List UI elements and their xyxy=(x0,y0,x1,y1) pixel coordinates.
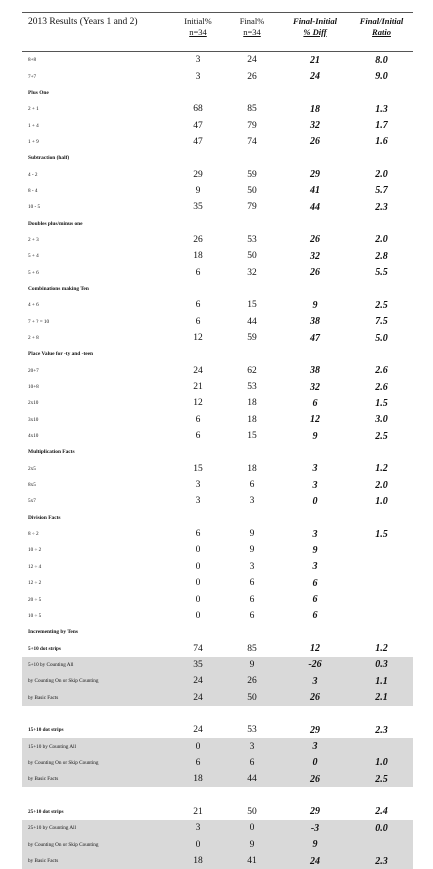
percent-difference: 9 xyxy=(312,544,318,556)
initial-percent: 6 xyxy=(195,267,201,278)
final-initial-ratio: 1.5 xyxy=(375,397,388,409)
table-row xyxy=(22,199,413,215)
row-label: by Basic Facts xyxy=(22,771,172,787)
final-percent: 53 xyxy=(247,382,257,393)
row-label: by Counting On or Skip Counting xyxy=(22,837,172,853)
table-row xyxy=(22,755,413,771)
initial-percent: 6 xyxy=(195,414,201,425)
final-percent: 9 xyxy=(249,545,255,556)
percent-difference: 26 xyxy=(310,234,320,246)
final-initial-ratio xyxy=(350,591,413,607)
percent-difference: 9 xyxy=(312,299,318,311)
percent-difference: 12 xyxy=(310,414,320,426)
final-percent: 26 xyxy=(224,673,280,689)
final-initial-ratio: 2.3 xyxy=(350,853,413,869)
initial-percent: 24 xyxy=(172,689,224,705)
initial-percent: 3 xyxy=(195,71,201,82)
percent-difference: 3 xyxy=(312,463,318,475)
percent-difference: 6 xyxy=(312,594,318,606)
initial-percent: 0 xyxy=(195,561,201,572)
initial-percent: 6 xyxy=(195,300,201,311)
table-row xyxy=(22,166,413,182)
results-document xyxy=(22,12,413,869)
percent-difference: 9 xyxy=(312,430,318,442)
table-title: 2013 Results (Years 1 and 2) xyxy=(28,17,138,27)
percent-difference: 29 xyxy=(310,806,320,818)
final-percent: 59 xyxy=(247,333,257,344)
initial-percent: 0 xyxy=(195,610,201,621)
initial-percent: 0 xyxy=(172,837,224,853)
final-percent: 50 xyxy=(247,806,257,817)
percent-difference: 38 xyxy=(310,316,320,328)
section-title: Place Value for -ty and -teen xyxy=(28,351,94,358)
final-percent: 26 xyxy=(247,71,257,82)
table-row xyxy=(22,68,413,84)
initial-percent: 3 xyxy=(195,480,201,491)
final-percent: 9 xyxy=(224,657,280,673)
row-label: 4 + 6 xyxy=(28,302,39,309)
initial-percent: 24 xyxy=(193,725,203,736)
final-initial-ratio: 2.5 xyxy=(350,771,413,787)
final-initial-ratio: 3.0 xyxy=(375,414,388,426)
table-row xyxy=(22,608,413,624)
table-row xyxy=(22,412,413,428)
initial-percent: 0 xyxy=(172,738,224,754)
final-initial-ratio: 1.6 xyxy=(375,136,388,148)
initial-column-header: Initial% n=34 xyxy=(184,16,212,37)
table-header xyxy=(22,12,413,52)
initial-percent: 24 xyxy=(172,673,224,689)
final-initial-ratio: 5.5 xyxy=(375,267,388,279)
final-percent: 53 xyxy=(247,234,257,245)
final-percent: 6 xyxy=(249,594,255,605)
table-row xyxy=(22,542,413,558)
row-label: 10 - 5 xyxy=(28,204,41,211)
table-row xyxy=(22,232,413,248)
row-label: 8 - 4 xyxy=(28,187,38,194)
row-label: 10 ÷ 2 xyxy=(28,547,42,554)
row-label: by Counting On or Skip Counting xyxy=(22,755,172,771)
table-row xyxy=(22,559,413,575)
final-initial-ratio: 2.0 xyxy=(375,169,388,181)
initial-percent: 6 xyxy=(195,431,201,442)
table-row xyxy=(22,526,413,542)
final-initial-ratio: 1.2 xyxy=(375,643,388,655)
table-row xyxy=(22,771,413,787)
initial-percent: 21 xyxy=(193,382,203,393)
row-label: 7+7 xyxy=(28,73,37,80)
row-label: 10+8 xyxy=(28,384,39,391)
final-percent: 62 xyxy=(247,365,257,376)
percent-difference: 3 xyxy=(280,673,350,689)
final-percent: 79 xyxy=(247,202,257,213)
table-row xyxy=(22,183,413,199)
final-initial-ratio xyxy=(350,559,413,575)
percent-difference: 0 xyxy=(280,755,350,771)
final-initial-ratio: 2.6 xyxy=(375,381,388,393)
row-label: 5 + 4 xyxy=(28,253,39,260)
table-row xyxy=(22,591,413,607)
row-label: 2 + 8 xyxy=(28,335,39,342)
final-percent: 24 xyxy=(247,55,257,66)
final-initial-ratio: 2.4 xyxy=(375,806,388,818)
table-row xyxy=(22,248,413,264)
initial-percent: 6 xyxy=(172,755,224,771)
percent-difference: 44 xyxy=(310,201,320,213)
row-label: 2x10 xyxy=(28,400,39,407)
final-percent: 0 xyxy=(224,820,280,836)
section-header-row xyxy=(22,85,413,101)
initial-percent: 0 xyxy=(195,578,201,589)
final-initial-ratio: 1.2 xyxy=(375,463,388,475)
percent-difference: 6 xyxy=(312,577,318,589)
table-row xyxy=(22,461,413,477)
table-row xyxy=(22,477,413,493)
row-label: 10 ÷ 5 xyxy=(28,612,42,619)
final-initial-ratio: 2.5 xyxy=(375,299,388,311)
final-initial-ratio: 1.0 xyxy=(350,755,413,771)
table-row xyxy=(22,52,413,68)
section-title: Doubles plus/minus one xyxy=(28,220,83,227)
final-initial-ratio xyxy=(350,837,413,853)
section-header-row xyxy=(22,624,413,640)
row-label: 20+7 xyxy=(28,367,39,374)
row-label: 12 ÷ 4 xyxy=(28,563,42,570)
initial-percent: 6 xyxy=(195,316,201,327)
initial-percent: 35 xyxy=(172,657,224,673)
final-percent: 15 xyxy=(247,431,257,442)
final-percent: 3 xyxy=(249,496,255,507)
final-percent: 50 xyxy=(247,185,257,196)
table-row xyxy=(22,837,413,853)
final-percent: 44 xyxy=(247,316,257,327)
initial-percent: 21 xyxy=(193,806,203,817)
percent-difference: -26 xyxy=(280,657,350,673)
initial-percent: 6 xyxy=(195,529,201,540)
section-title: Combinations making Ten xyxy=(28,285,89,292)
final-initial-ratio: 8.0 xyxy=(375,54,388,66)
table-row xyxy=(22,395,413,411)
section-header-row xyxy=(22,150,413,166)
row-label: 15+10 dot strips xyxy=(28,727,64,734)
diff-column-header: Final-Initial % Diff xyxy=(293,16,337,37)
final-percent: 6 xyxy=(249,480,255,491)
row-label: 25+10 dot strips xyxy=(28,808,64,815)
initial-percent: 47 xyxy=(193,120,203,131)
final-percent: 85 xyxy=(247,104,257,115)
table-row xyxy=(22,264,413,280)
initial-percent: 15 xyxy=(193,463,203,474)
table-row xyxy=(22,363,413,379)
final-percent: 50 xyxy=(224,689,280,705)
table-row xyxy=(22,330,413,346)
final-initial-ratio xyxy=(350,575,413,591)
percent-difference: 32 xyxy=(310,250,320,262)
final-initial-ratio: 2.3 xyxy=(375,201,388,213)
row-label: 8x5 xyxy=(28,482,36,489)
final-percent: 53 xyxy=(247,725,257,736)
table-row xyxy=(22,428,413,444)
final-initial-ratio: 5.0 xyxy=(375,332,388,344)
table-row xyxy=(22,738,413,754)
final-initial-ratio: 2.5 xyxy=(375,430,388,442)
table-row xyxy=(22,297,413,313)
final-percent: 41 xyxy=(224,853,280,869)
table-row xyxy=(22,575,413,591)
initial-percent: 0 xyxy=(195,594,201,605)
final-initial-ratio: 1.0 xyxy=(375,495,388,507)
table-row xyxy=(22,493,413,509)
table-row xyxy=(22,853,413,869)
percent-difference: 41 xyxy=(310,185,320,197)
spacer-row xyxy=(22,706,413,722)
row-label: by Counting On or Skip Counting xyxy=(22,673,172,689)
section-header-row xyxy=(22,215,413,231)
row-label: 4x10 xyxy=(28,433,39,440)
percent-difference: 24 xyxy=(280,853,350,869)
final-percent: 32 xyxy=(247,267,257,278)
final-percent: 44 xyxy=(224,771,280,787)
table-row xyxy=(22,804,413,820)
percent-difference: 47 xyxy=(310,332,320,344)
initial-percent: 47 xyxy=(193,136,203,147)
initial-percent: 3 xyxy=(195,496,201,507)
percent-difference: 3 xyxy=(312,561,318,573)
final-initial-ratio: 1.3 xyxy=(375,103,388,115)
final-initial-ratio: 2.8 xyxy=(375,250,388,262)
table-row xyxy=(22,657,413,673)
final-initial-ratio: 1.1 xyxy=(350,673,413,689)
results-table xyxy=(22,52,413,869)
final-initial-ratio: 0.3 xyxy=(350,657,413,673)
percent-difference: 18 xyxy=(310,103,320,115)
initial-percent: 9 xyxy=(195,185,201,196)
final-percent: 59 xyxy=(247,169,257,180)
row-label: 2x5 xyxy=(28,465,36,472)
initial-percent: 18 xyxy=(193,251,203,262)
final-percent: 18 xyxy=(247,398,257,409)
final-percent: 15 xyxy=(247,300,257,311)
initial-percent: 68 xyxy=(193,104,203,115)
initial-percent: 3 xyxy=(172,820,224,836)
final-initial-ratio xyxy=(350,542,413,558)
table-row xyxy=(22,689,413,705)
table-row xyxy=(22,379,413,395)
initial-percent: 18 xyxy=(172,853,224,869)
initial-percent: 35 xyxy=(193,202,203,213)
final-initial-ratio xyxy=(350,738,413,754)
final-initial-ratio: 1.5 xyxy=(375,528,388,540)
final-initial-ratio: 5.7 xyxy=(375,185,388,197)
percent-difference: 12 xyxy=(310,643,320,655)
initial-percent: 29 xyxy=(193,169,203,180)
percent-difference: 26 xyxy=(280,689,350,705)
initial-percent: 12 xyxy=(193,398,203,409)
initial-percent: 3 xyxy=(195,55,201,66)
section-title: Incrementing by Tens xyxy=(28,629,78,636)
percent-difference: -3 xyxy=(280,820,350,836)
row-label: 15+10 by Counting All xyxy=(22,738,172,754)
final-initial-ratio xyxy=(350,608,413,624)
initial-percent: 74 xyxy=(193,643,203,654)
final-initial-ratio: 1.7 xyxy=(375,120,388,132)
row-label: by Basic Facts xyxy=(22,853,172,869)
final-initial-ratio: 2.3 xyxy=(375,724,388,736)
percent-difference: 38 xyxy=(310,365,320,377)
row-label: 5+10 dot strips xyxy=(28,645,61,652)
row-label: 1 + 4 xyxy=(28,122,39,129)
initial-percent: 12 xyxy=(193,333,203,344)
final-initial-ratio: 2.0 xyxy=(375,234,388,246)
percent-difference: 3 xyxy=(312,528,318,540)
section-header-row xyxy=(22,510,413,526)
final-percent: 18 xyxy=(247,463,257,474)
final-initial-ratio: 9.0 xyxy=(375,71,388,83)
row-label: 4 - 2 xyxy=(28,171,38,178)
table-row xyxy=(22,640,413,656)
section-header-row xyxy=(22,444,413,460)
percent-difference: 3 xyxy=(312,479,318,491)
table-row xyxy=(22,820,413,836)
table-row xyxy=(22,117,413,133)
percent-difference: 6 xyxy=(312,397,318,409)
final-percent: 3 xyxy=(224,738,280,754)
initial-percent: 24 xyxy=(193,365,203,376)
ratio-column-header: Final/Initial Ratio xyxy=(359,16,404,37)
final-percent: 9 xyxy=(224,837,280,853)
initial-percent: 26 xyxy=(193,234,203,245)
spacer-cell xyxy=(22,706,413,722)
table-row xyxy=(22,722,413,738)
percent-difference: 32 xyxy=(310,120,320,132)
section-header-row xyxy=(22,281,413,297)
row-label: 7 + ? = 10 xyxy=(28,318,50,325)
percent-difference: 0 xyxy=(312,495,318,507)
row-label: 5x7 xyxy=(28,498,36,505)
final-percent: 6 xyxy=(249,578,255,589)
section-title: Plus One xyxy=(28,89,49,96)
row-label: 25+10 by Counting All xyxy=(22,820,172,836)
percent-difference: 32 xyxy=(310,381,320,393)
row-label: 8 ÷ 2 xyxy=(28,531,39,538)
row-label: 2 + 3 xyxy=(28,236,39,243)
percent-difference: 29 xyxy=(310,724,320,736)
row-label: 5+10 by Counting All xyxy=(22,657,172,673)
spacer-cell xyxy=(22,787,413,803)
table-row xyxy=(22,673,413,689)
row-label: 5 + 6 xyxy=(28,269,39,276)
row-label: 20 ÷ 5 xyxy=(28,596,42,603)
final-column-header: Final% n=34 xyxy=(239,16,265,37)
final-percent: 6 xyxy=(224,755,280,771)
final-percent: 79 xyxy=(247,120,257,131)
percent-difference: 21 xyxy=(310,54,320,66)
percent-difference: 26 xyxy=(310,267,320,279)
percent-difference: 26 xyxy=(310,136,320,148)
percent-difference: 6 xyxy=(312,610,318,622)
percent-difference: 3 xyxy=(280,738,350,754)
final-percent: 74 xyxy=(247,136,257,147)
section-header-row xyxy=(22,346,413,362)
row-label: by Basic Facts xyxy=(22,689,172,705)
final-initial-ratio: 0.0 xyxy=(350,820,413,836)
table-row xyxy=(22,134,413,150)
row-label: 8+8 xyxy=(28,57,37,64)
final-percent: 85 xyxy=(247,643,257,654)
row-label: 2 + 1 xyxy=(28,106,39,113)
percent-difference: 24 xyxy=(310,71,320,83)
initial-percent: 18 xyxy=(172,771,224,787)
row-label: 12 ÷ 2 xyxy=(28,580,42,587)
final-initial-ratio: 2.0 xyxy=(375,479,388,491)
percent-difference: 9 xyxy=(280,837,350,853)
final-percent: 18 xyxy=(247,414,257,425)
spacer-row xyxy=(22,787,413,803)
percent-difference: 26 xyxy=(280,771,350,787)
final-initial-ratio: 7.5 xyxy=(375,316,388,328)
row-label: 1 + 9 xyxy=(28,138,39,145)
final-percent: 6 xyxy=(249,610,255,621)
table-row xyxy=(22,314,413,330)
initial-percent: 0 xyxy=(195,545,201,556)
final-initial-ratio: 2.1 xyxy=(350,689,413,705)
final-percent: 3 xyxy=(249,561,255,572)
row-label: 3x10 xyxy=(28,416,39,423)
final-initial-ratio: 2.6 xyxy=(375,365,388,377)
table-row xyxy=(22,101,413,117)
final-percent: 50 xyxy=(247,251,257,262)
section-title: Multiplication Facts xyxy=(28,449,75,456)
section-title: Division Facts xyxy=(28,514,61,521)
section-title: Subtraction (half) xyxy=(28,155,70,162)
percent-difference: 29 xyxy=(310,169,320,181)
final-percent: 9 xyxy=(249,529,255,540)
